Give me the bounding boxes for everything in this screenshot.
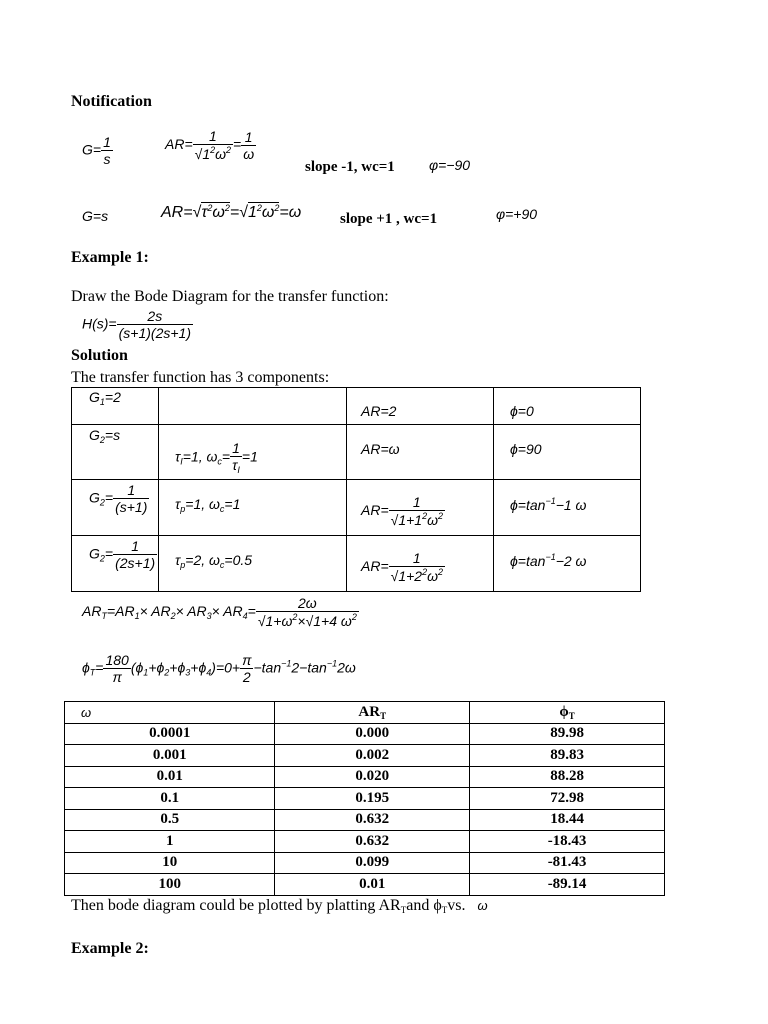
component-cell xyxy=(494,388,641,425)
table-row xyxy=(65,852,665,874)
component-cell xyxy=(159,480,347,536)
transfer-function-formula: H(s)= $\frac{2s}{(s+1)(2s+1)}$ xyxy=(82,308,191,342)
omega-cell: 100 xyxy=(65,874,275,896)
component-tau: $\tau_p=1$, $\omega_c=1$ xyxy=(175,496,241,514)
component-cell xyxy=(347,388,494,425)
header-phi-total: $\phi_T$ xyxy=(470,702,665,724)
component-cell xyxy=(494,480,641,536)
phi-total-formula: $\phi_T=$ $\frac{180}{\pi}$ $(\phi_1+\phi_2+\phi_3+\phi_4)=0+$ $\frac{\pi}{2}$ $-\tan^{-1}2-\tan^{-1}2\omega$ xyxy=(82,652,356,686)
component-cell xyxy=(72,388,159,425)
component-cell xyxy=(159,388,347,425)
component-phi: ϕ=90 xyxy=(510,441,542,457)
conclusion-text: Then bode diagram could be plotted by platting $AR_Tand$ $\phi_Tvs$. ω xyxy=(71,897,488,915)
notification-heading: Notification xyxy=(71,93,152,110)
omega-cell: 10 xyxy=(65,852,275,874)
component-g1: $G_1=2$ xyxy=(89,389,121,407)
ar-total-cell: 0.01 xyxy=(275,874,470,896)
example2-heading: Example 2: xyxy=(71,940,149,957)
ar-total-cell: 0.099 xyxy=(275,852,470,874)
component-cell xyxy=(494,536,641,592)
phi-minus-90: φ=−90 xyxy=(429,157,471,173)
omega-cell: 0.5 xyxy=(65,809,275,831)
solution-heading: Solution xyxy=(71,347,128,364)
phi-total-cell: -18.43 xyxy=(470,831,665,853)
component-cell xyxy=(347,425,494,480)
phi-total-cell: -89.14 xyxy=(470,874,665,896)
component-cell xyxy=(159,425,347,480)
ar-differentiator-formula: $AR=√\tau^2\omega^2=√1^2\omega^2=\omega$ xyxy=(161,203,302,221)
component-ar: AR= $\frac{1}{√1+1^2\omega^2}$ xyxy=(361,494,443,529)
omega-cell: 0.001 xyxy=(65,745,275,767)
ar-total-cell: 0.632 xyxy=(275,831,470,853)
omega-cell: 0.0001 xyxy=(65,723,275,745)
component-cell xyxy=(159,536,347,592)
omega-cell: 0.1 xyxy=(65,788,275,810)
component-phi: $\phi=\tan^{-1}-1$ ω xyxy=(510,496,587,513)
table-row xyxy=(65,874,665,896)
table-row xyxy=(65,809,665,831)
ar-total-cell: 0.002 xyxy=(275,745,470,767)
phi-total-cell: 88.28 xyxy=(470,766,665,788)
phi-total-cell: 89.98 xyxy=(470,723,665,745)
phi-total-cell: 89.83 xyxy=(470,745,665,767)
table-row xyxy=(65,766,665,788)
table-row xyxy=(65,723,665,745)
omega-cell: 0.01 xyxy=(65,766,275,788)
bode-values-table xyxy=(64,701,665,896)
component-ar: AR= $\frac{1}{√1+2^2\omega^2}$ xyxy=(361,550,443,585)
omega-cell: 1 xyxy=(65,831,275,853)
ar-total-cell: 0.000 xyxy=(275,723,470,745)
header-omega: ω xyxy=(65,702,275,724)
components-table xyxy=(71,387,641,592)
table-row xyxy=(65,745,665,767)
table-row xyxy=(65,788,665,810)
header-ar-total: $AR_T$ xyxy=(275,702,470,724)
ar-integrator-formula: AR= $\frac{1}{√1^2\omega^2}$ = $\frac{1}{\omega}$ xyxy=(165,128,255,163)
table-row xyxy=(65,831,665,853)
component-cell xyxy=(72,425,159,480)
component-ar: AR=ω xyxy=(361,441,400,457)
component-tau: $\tau_p=2$, $\omega_c=0.5$ xyxy=(175,552,253,570)
example1-heading: Example 1: xyxy=(71,249,149,266)
g-integrator-formula: G= $\frac{1}{s}$ xyxy=(82,134,111,168)
component-g3: $G_2=$ $\frac{1}{(s+1)}$ xyxy=(89,482,148,516)
table-header-row xyxy=(65,702,665,724)
g-differentiator-formula: G=s xyxy=(82,208,109,224)
component-ar: AR=2 xyxy=(361,403,397,419)
component-cell xyxy=(72,536,159,592)
phi-total-cell: 18.44 xyxy=(470,809,665,831)
component-g4: $G_2=$ $\frac{1}{(2s+1)}$ xyxy=(89,538,156,572)
component-cell xyxy=(347,536,494,592)
components-intro: The transfer function has 3 components: xyxy=(71,369,330,386)
ar-total-formula: $AR_T=AR_1\times AR_2\times AR_3\times AR_4=$ $\frac{2\omega}{√1+\omega^2\times√1+4 \omega^2}$ xyxy=(82,595,357,630)
phi-plus-90: φ=+90 xyxy=(496,206,538,222)
ar-total-cell: 0.020 xyxy=(275,766,470,788)
slope-minus-one-text: slope -1, wc=1 xyxy=(305,159,395,175)
slope-plus-one-text: slope +1 , wc=1 xyxy=(340,211,438,227)
component-phi: $\phi=\tan^{-1}-2$ ω xyxy=(510,552,587,569)
component-cell xyxy=(494,425,641,480)
component-cell xyxy=(347,480,494,536)
component-tau: $\tau_I=1$, $\omega_c=$ $\frac{1}{\tau_I}$ =1 xyxy=(175,440,258,476)
ar-total-cell: 0.632 xyxy=(275,809,470,831)
component-g2: $G_2=s$ xyxy=(89,427,121,445)
example1-prompt: Draw the Bode Diagram for the transfer function: xyxy=(71,288,389,305)
component-phi: ϕ=0 xyxy=(510,403,534,419)
ar-total-cell: 0.195 xyxy=(275,788,470,810)
phi-total-cell: 72.98 xyxy=(470,788,665,810)
phi-total-cell: -81.43 xyxy=(470,852,665,874)
component-cell xyxy=(72,480,159,536)
